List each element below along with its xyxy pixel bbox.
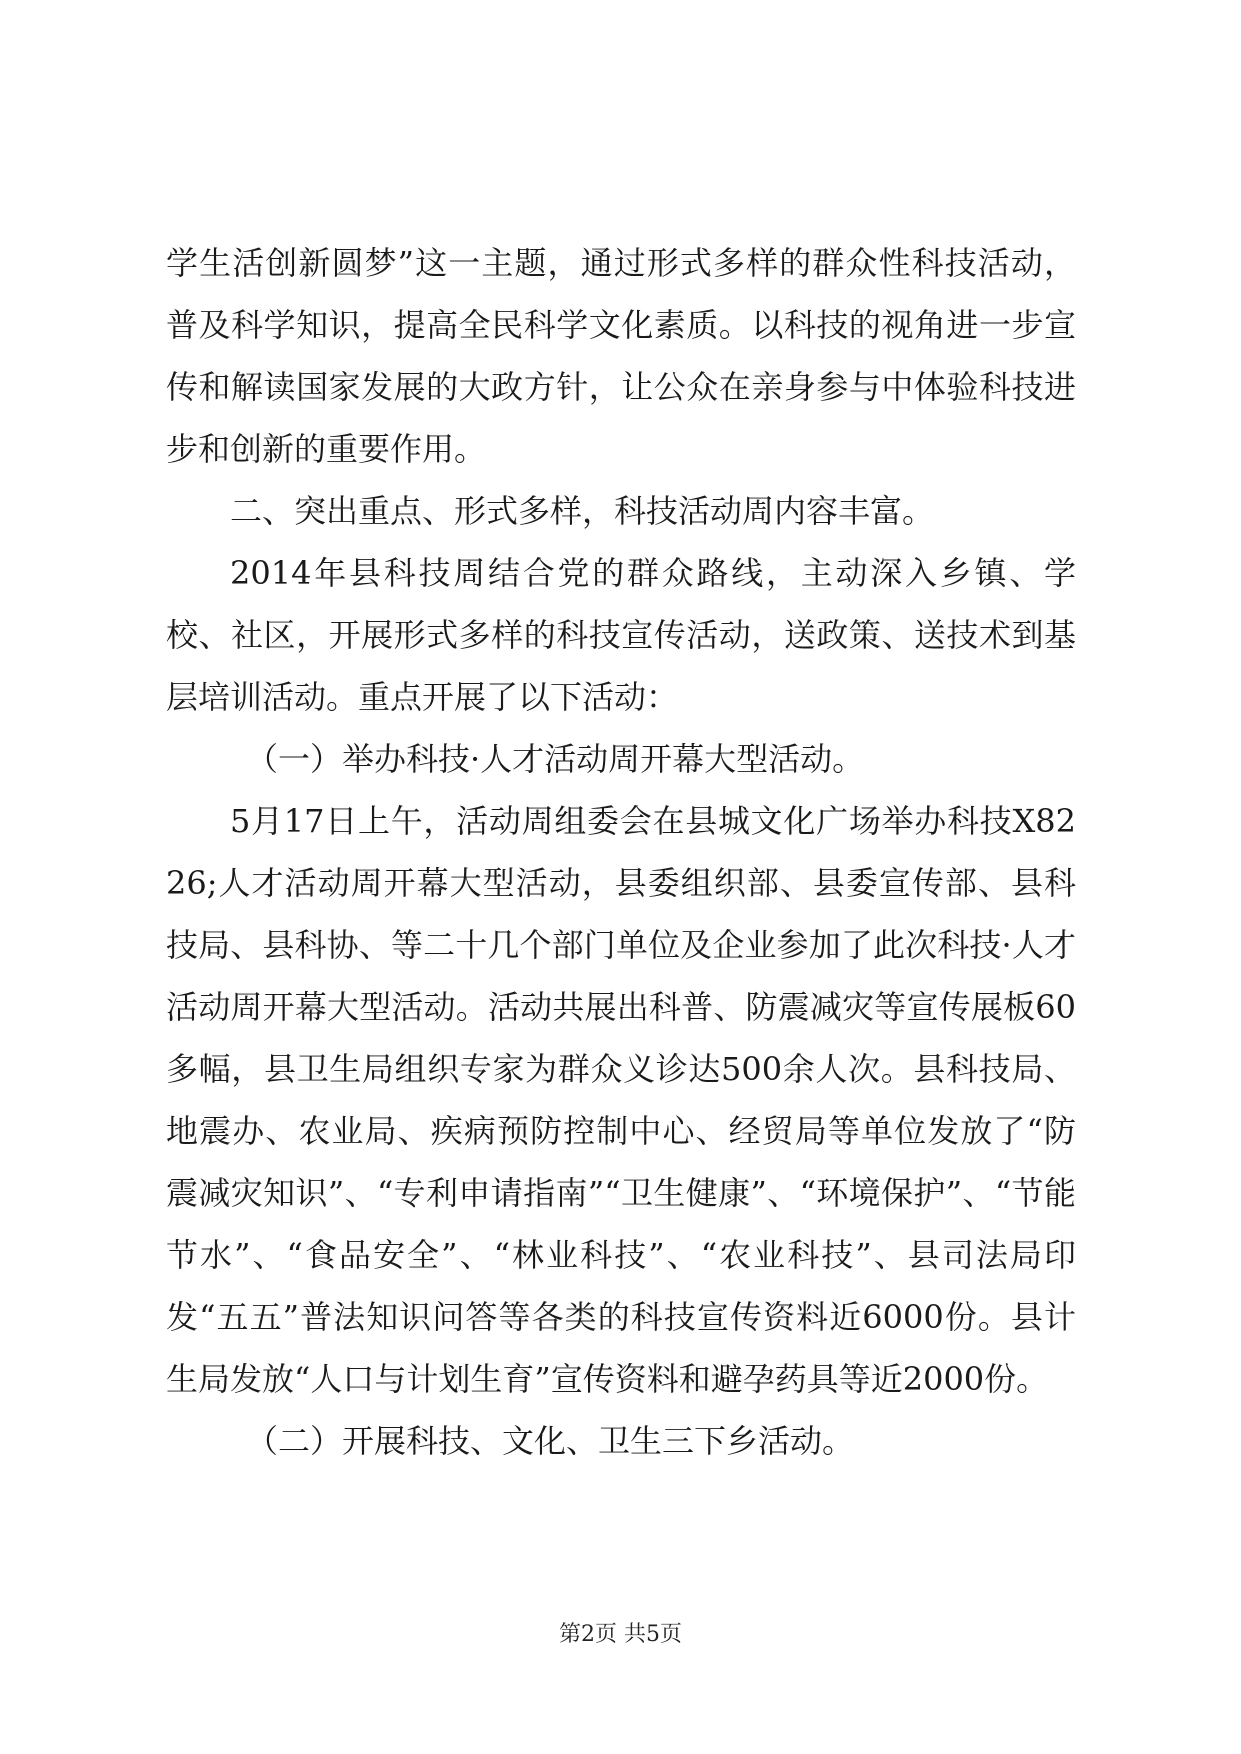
subheading-2: （二）开展科技、文化、卫生三下乡活动。: [246, 1422, 855, 1460]
page-footer: 第2页 共5页: [559, 1622, 682, 1647]
paragraph-may-17: 5月17日上午，活动周组委会在县城文化广场举办科技X8226;人才活动周开幕大型活动，县委组织部、县委宣传部、县科技局、县科协、等二十几个部门单位及企业参加了此次科技·人才活动周开幕大型活动。活动共展出科普、防震减灾等宣传展板60多幅，县卫生局组织专家为群众义诊达500余人次。县科技局、地震办、农业局、疾病预防控制中心、经贸局等单位发放了“防震减灾知识”、“专利申请指南”“卫生健康”、“环境保护”、“节能节水”、“食品安全”、“林业科技”、“农业科技”、县司法局印发“五五”普法知识问答等各类的科技宣传资料近6000份。县计生局发放“人口与计划生育”宣传资料和避孕药具等近2000份。: [166, 802, 1076, 1398]
section-heading-2: 二、突出重点、形式多样，科技活动周内容丰富。: [230, 492, 935, 530]
subheading-1: （一）举办科技·人才活动周开幕大型活动。: [246, 740, 865, 778]
paragraph-2014-activities: 2014年县科技周结合党的群众路线，主动深入乡镇、学校、社区，开展形式多样的科技宣传活动，送政策、送技术到基层培训活动。重点开展了以下活动：: [166, 554, 1076, 716]
document-body: [166, 232, 1076, 1472]
paragraph-continued: 学生活创新圆梦”这一主题，通过形式多样的群众性科技活动，普及科学知识，提高全民科学文化素质。以科技的视角进一步宣传和解读国家发展的大政方针，让公众在亲身参与中体验科技进步和创新的重要作用。: [166, 244, 1076, 468]
